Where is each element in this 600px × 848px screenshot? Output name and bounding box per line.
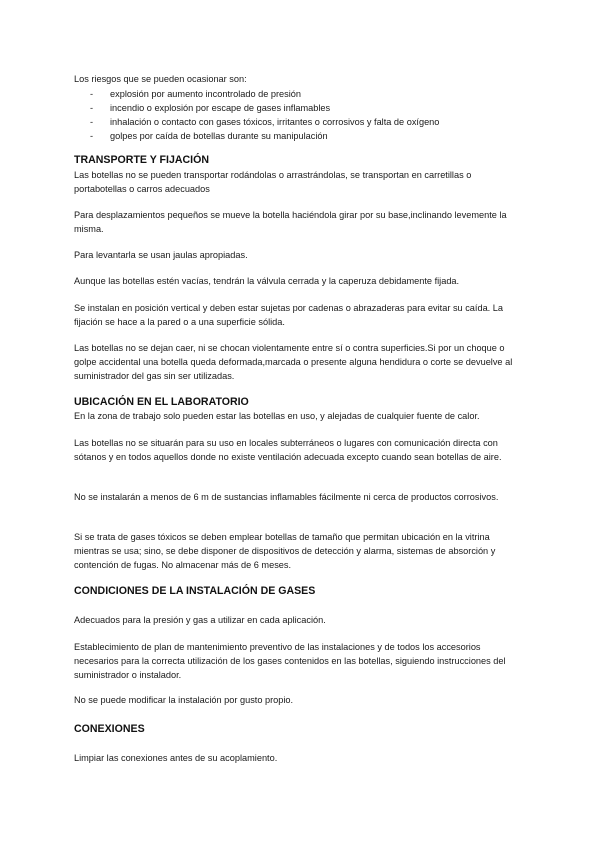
paragraph: Para desplazamientos pequeños se mueve la botella haciéndola girar por su base,inclinando levemente la misma.: [74, 210, 507, 234]
list-item: - explosión por aumento incontrolado de presión: [90, 89, 302, 99]
paragraph: No se puede modificar la instalación por gusto propio.: [74, 695, 294, 705]
bullet-dash: -: [90, 131, 94, 141]
bullet-dash: -: [90, 103, 94, 113]
paragraph: En la zona de trabajo solo pueden estar las botellas en uso, y alejadas de cualquier fuente de calor.: [74, 411, 480, 421]
paragraph: Establecimiento de plan de mantenimiento preventivo de las instalaciones y de todos los accesorios necesarios para la correcta utilización de los gases contenidos en las botellas, siguiendo instrucciones del suministrador o instalador.: [74, 642, 506, 680]
paragraph: Las botellas no se situarán para su uso en locales subterráneos o lugares con comunicación directa con sótanos y en todos aquellos donde no existe ventilación adecuada excepto cuando sean botellas de aire.: [74, 438, 502, 462]
section-heading-conexiones: CONEXIONES: [74, 723, 145, 735]
risk-list: [74, 87, 439, 143]
list-item: - incendio o explosión por escape de gases inflamables: [90, 103, 331, 113]
section-heading-condiciones: CONDICIONES DE LA INSTALACIÓN DE GASES: [74, 585, 316, 597]
paragraph: Las botellas no se dejan caer, ni se chocan violentamente entre sí o contra superficies.Si por un choque o golpe accidental una botella queda deformada,marcada o presente alguna hendidura o corte se devuelve al suministrador del gas sin ser utilizadas.: [74, 343, 513, 381]
paragraph: Si se trata de gases tóxicos se deben emplear botellas de tamaño que permitan ubicación en la vitrina mientras se usa; sino, se debe disponer de dispositivos de detección y alarma, sistemas de absorción y contención de fugas. No almacenar más de 6 meses.: [74, 532, 496, 570]
bullet-dash: -: [90, 117, 94, 127]
list-item: - golpes por caída de botellas durante su manipulación: [90, 131, 328, 141]
risks-intro: Los riesgos que se pueden ocasionar son:: [74, 74, 247, 84]
list-item: - inhalación o contacto con gases tóxicos, irritantes o corrosivos y falta de oxígeno: [90, 117, 440, 127]
section-heading-transporte: TRANSPORTE Y FIJACIÓN: [74, 154, 209, 166]
paragraph: Aunque las botellas estén vacías, tendrán la válvula cerrada y la caperuza debidamente fijada.: [74, 276, 460, 286]
paragraph: Las botellas no se pueden transportar rodándolas o arrastrándolas, se transportan en carretillas o portabotellas o carros adecuados: [74, 170, 472, 194]
paragraph: Limpiar las conexiones antes de su acoplamiento.: [74, 753, 278, 763]
section-heading-ubicacion: UBICACIÓN EN EL LABORATORIO: [74, 396, 249, 408]
paragraph: Adecuados para la presión y gas a utilizar en cada aplicación.: [74, 615, 326, 625]
paragraph: Se instalan en posición vertical y deben estar sujetas por cadenas o abrazaderas para evitar su caída. La fijación se hace a la pared o a una superficie sólida.: [74, 303, 504, 327]
bullet-dash: -: [90, 89, 94, 99]
paragraph: Para levantarla se usan jaulas apropiadas.: [74, 250, 248, 260]
paragraph: No se instalarán a menos de 6 m de sustancias inflamables fácilmente ni cerca de productos corrosivos.: [74, 492, 499, 502]
